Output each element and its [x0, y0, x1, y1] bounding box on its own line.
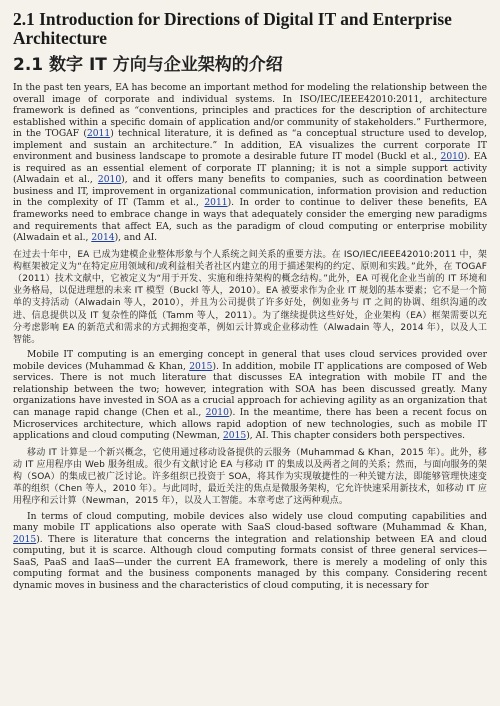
paragraph-text: ), AI. This chapter considers both perspectives. — [246, 431, 466, 442]
paragraph-text: 在过去十年中，EA 已成为建模企业整体形象与个人系统之间关系的重要方法。在 ISO/IEC/IEEE42010:2011 中，架构框架被定义为“在特定应用领域和/或利益相关者社区内建立的用于描述架构的约定、原则和实践。”此外，在 TOGAF（2011）技术文献中，它被定义为“用于开发、实施和维持架构的概念结构。”此外，EA 可视化企业当前的 IT 环境和业务格局，以促进理想的未来 IT 模型（Buckl 等人，2010）。EA 被要求作为企业 IT 规划的基本要素；它不是一个简单的支持活动（Alwadain 等人，2010），并且为公司提供了许多好处，例如业务与 IT 之间的协调、组织沟通的改进、信息提供以及 IT 复杂性的降低（Tamm 等人，2011）。为了继续提供这些好处，企业架构（EA）框架需要以充分考虑影响 EA 的新范式和需求的方式拥抱变革，例如云计算或企业移动性（Alwadain 等人，2014 年），以及人工智能。 — [13, 249, 487, 346]
paragraph-text: ) technical literature, it is defined as “a conceptual structure used to develop, implement and sustain an architecture.” In addition, EA visualizes the current corporate IT environment and business landscape to promote a desirable future IT model (Buckl et al., — [13, 129, 487, 163]
citation-year-link[interactable]: 2014 — [91, 233, 115, 244]
citation-year-link[interactable]: 2010 — [440, 152, 464, 163]
paragraph-text: In the past ten years, EA has become an important method for modeling the relationship between the overall image of corporate and individual systems. In ISO/IEC/IEEE42010:2011, architecture framework is defined as “conventions, principles and practices for the description of architecture established within a specific domain of application and/or community of stakeholders.” Furthermore, in the TOGAF ( — [13, 83, 487, 140]
section-title-english: 2.1 Introduction for Directions of Digital IT and Enterprise Architecture — [13, 9, 452, 48]
paragraph-mobile-it-en — [13, 350, 487, 442]
paragraph-text: ), and it offers many benefits to companies, such as coordination between business and IT, improvement in organizational communication, information provision and reduction in the complexity of IT (Tamm et al., — [13, 175, 487, 209]
paragraph-text: ). In order to continue to deliver these benefits, EA frameworks need to embrace change in ways that adequately consider the emerging new paradigms and requirements that affect EA, such as the paradigm of cloud computing or enterprise mobility (Alwadain et al., — [13, 198, 487, 244]
paragraph-text: ). EA is required as an essential element of corporate IT planning; it is not a simple support activity (Alwadain et al., — [13, 152, 487, 186]
paragraph-text: ), and AI. — [114, 233, 158, 244]
section-title-chinese: 2.1 数字 IT 方向与企业架构的介绍 — [13, 55, 283, 75]
paragraph-mobile-it-zh — [13, 447, 487, 508]
citation-year-link[interactable]: 2011 — [86, 129, 111, 140]
paragraph-cloud-computing-en — [13, 512, 487, 593]
citation-year-link[interactable]: 2010 — [205, 408, 229, 419]
citation-year-link[interactable]: 2011 — [204, 198, 228, 209]
citation-year-link[interactable]: 2015 — [13, 534, 37, 545]
paragraph-ea-definition-zh — [13, 249, 487, 347]
citation-year-link[interactable]: 2010 — [97, 175, 122, 186]
paragraph-text: Mobile IT computing is an emerging concept in general that uses cloud services provided over mobile devices (Muhammad & Khan, — [13, 350, 487, 372]
paragraph-text: 移动 IT 计算是一个新兴概念，它使用通过移动设备提供的云服务（Muhammad & Khan，2015 年）。此外，移动 IT 应用程序由 Web 服务组成。很少有文献讨论 EA 与移动 IT 的集成以及两者之间的关系；然而，与面向服务的架构（SOA）的集成已被广泛讨论。许多组织已投资于 SOA，将其作为实现敏捷性的一种关键方法，即能够管理快速变革的组织（Chen 等人，2010 年）。与此同时，最近关注的焦点是微服务架构，它允许快速采用新技术，如移动 IT 应用程序和云计算（Newman，2015 年），以及人工智能。本章考虑了这两种观点。 — [13, 447, 487, 507]
paragraph-ea-definition-en — [13, 83, 487, 245]
paragraph-text: In terms of cloud computing, mobile devices also widely use cloud computing capabilities and many mobile IT applications also operate with SaaS cloud-based software (Muhammad & Khan, — [13, 511, 487, 534]
paragraph-text: ). There is literature that concerns the integration and relationship between EA and cloud computing, but it is scarce. Although cloud computing formats consist of three general services—SaaS, PaaS and IaaS—under the current EA framework, there is merely a modeling of only this computing format and the business components managed by this company. Considering recent dynamic moves in business and the characteristics of cloud computing, it is necessary for — [13, 534, 487, 591]
citation-year-link[interactable]: 2015 — [189, 361, 213, 372]
paragraph-text: ). In addition, mobile IT applications are composed of Web services. There is not much literature that discusses EA integration with mobile IT and the relationship between the two; however, integration with SOA has been discussed greatly. Many organizations have invested in SOA as a crucial approach for achieving agility as an organization that can manage rapid change (Chen et al., — [13, 361, 487, 419]
citation-year-link[interactable]: 2015 — [222, 431, 247, 442]
paragraph-text: ). In the meantime, there has been a recent focus on Microservices architecture, which allows rapid adoption of new technologies, such as mobile IT applications and cloud computing (Newman, — [13, 408, 487, 442]
